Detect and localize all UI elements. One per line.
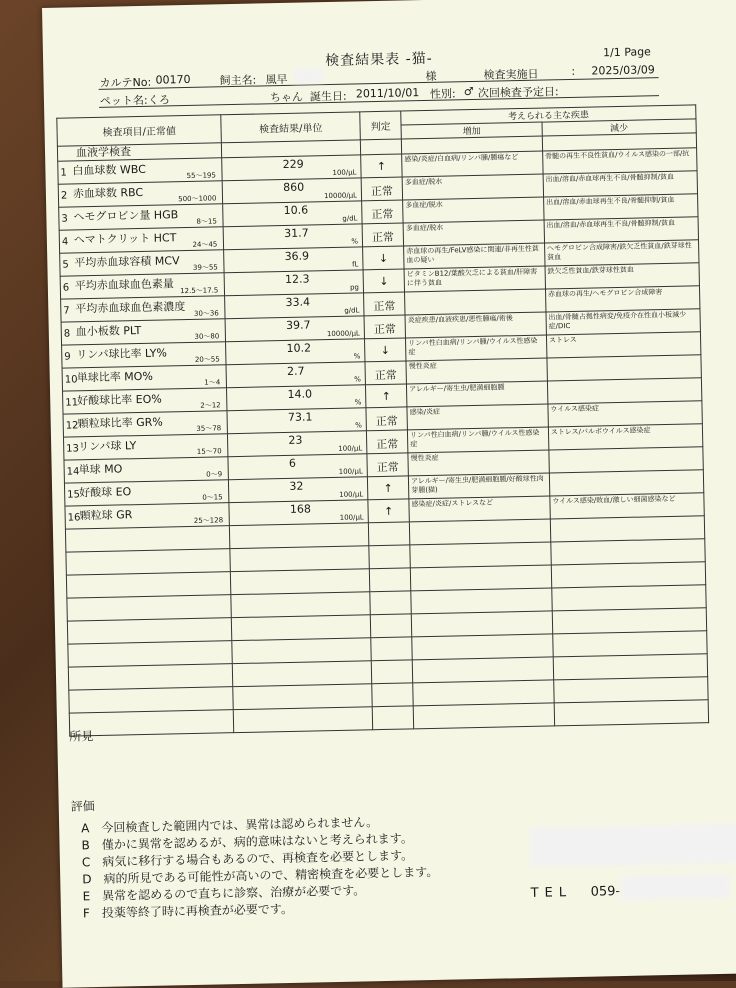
judge-cell — [361, 154, 403, 178]
result-unit: 100/μL — [338, 467, 363, 476]
increase-cell — [403, 197, 544, 223]
result-cell — [223, 201, 362, 227]
row-number: 14 — [66, 466, 80, 478]
karte-label: カルテNo: — [99, 75, 152, 90]
item-name: 平均赤血球容積 MCV — [74, 254, 180, 270]
birth-date: 2011/10/01 — [355, 86, 420, 101]
col-header-result: 検査結果/単位 — [221, 112, 360, 143]
col-header-item: 検査項目/正常値 — [57, 115, 222, 146]
result-value: 12.3 — [284, 272, 310, 286]
increase-cell — [409, 496, 550, 522]
result-unit: % — [353, 352, 361, 361]
result-value: 33.4 — [285, 295, 311, 309]
normal-range: 25～128 — [193, 516, 224, 525]
evaluation-label: 評価 — [70, 799, 95, 814]
evaluation-text: 投薬等終了時に再検査が必要です。 — [101, 901, 294, 920]
col-header-decrease: 減少 — [542, 119, 696, 136]
item-cell — [58, 181, 223, 207]
increase-cell — [403, 220, 544, 246]
decrease-diseases: 出血/骨髄占拠性病変/免疫介在性血小板減少症/DIC — [548, 310, 687, 331]
judge-cell — [365, 384, 407, 408]
decrease-cell — [548, 424, 703, 450]
exam-date-label: 検査実施日 — [483, 67, 539, 82]
exam-date: 2025/03/09 — [591, 63, 655, 78]
decrease-cell — [549, 447, 704, 473]
decrease-cell — [543, 194, 698, 220]
result-value: 31.7 — [283, 226, 309, 240]
row-number: 13 — [66, 443, 80, 455]
item-cell — [64, 480, 229, 506]
result-cell — [223, 178, 362, 204]
increase-cell — [405, 289, 546, 315]
judge-cell — [365, 338, 407, 362]
result-unit: fL — [352, 260, 359, 269]
item-name: 顆粒球比率 GR% — [77, 415, 163, 431]
judgement: 正常 — [373, 322, 397, 337]
increase-diseases: 感染/炎症 — [409, 407, 441, 417]
increase-cell — [404, 243, 545, 269]
increase-diseases: 慢性炎症 — [410, 453, 439, 463]
increase-cell — [407, 404, 548, 430]
item-cell — [59, 227, 224, 253]
judge-cell — [363, 246, 405, 270]
decrease-diseases: 鉄欠乏性貧血/鉄芽球性貧血 — [547, 265, 634, 276]
increase-diseases: 赤血球の再生/FeLV感染に関連/非再生性貧血の疑い — [406, 244, 539, 265]
decrease-cell — [549, 470, 704, 496]
increase-cell — [408, 450, 549, 476]
decrease-diseases: 骨髄の再生不良性貧血/ウイルス感染の一部/抗 — [544, 149, 690, 161]
increase-diseases: 炎症疾患/血液疾患/悪性腫瘍/術後 — [407, 314, 513, 325]
tel-label: TEL — [530, 885, 573, 901]
decrease-diseases: ヘモグロビン合成障害/鉄欠乏性貧血/鉄芽球性貧血 — [546, 241, 692, 262]
judgement: 正常 — [371, 230, 395, 245]
normal-range: 500～1000 — [178, 194, 217, 204]
item-name: 赤血球数 RBC — [72, 185, 144, 201]
increase-cell — [402, 151, 543, 177]
result-cell — [224, 270, 363, 296]
decrease-diseases: ストレス/パルボウイルス感染症 — [550, 426, 651, 437]
evaluation-text: 病気に移行する場合もあるので、再検査を必要とします。 — [102, 848, 414, 869]
row-number: 10 — [64, 374, 78, 386]
item-name: ヘモグロビン量 HGB — [73, 208, 179, 224]
decrease-diseases: 出血/溶血/赤血球再生不良/骨髄抑制/貧血 — [545, 195, 675, 207]
evaluation-item — [83, 900, 293, 921]
result-cell — [227, 385, 366, 411]
row-number: 9 — [64, 351, 71, 363]
decrease-cell — [543, 171, 698, 197]
normal-range: 30～80 — [194, 332, 220, 341]
normal-range: 8～15 — [196, 217, 217, 226]
owner-label: 飼主名: — [219, 73, 257, 88]
item-cell — [62, 365, 227, 391]
decrease-cell — [545, 286, 700, 312]
row-number: 6 — [62, 282, 70, 294]
increase-cell — [405, 312, 546, 338]
col-header-increase: 増加 — [401, 122, 542, 139]
judge-cell — [366, 407, 408, 431]
pet-suffix: ちゃん — [269, 90, 304, 105]
exam-date-sep: : — [571, 64, 576, 78]
normal-range: 1～4 — [204, 378, 221, 387]
increase-diseases: 多血症/脱水 — [404, 177, 443, 187]
evaluation-key: B — [81, 838, 90, 853]
evaluation-key: D — [82, 872, 92, 887]
evaluation-key: F — [82, 906, 91, 921]
item-cell — [65, 503, 230, 529]
result-unit: 100/μL — [338, 444, 363, 453]
item-cell — [60, 250, 225, 276]
item-name: 好酸球比率 EO% — [77, 392, 162, 408]
result-cell — [224, 247, 363, 273]
increase-cell — [406, 335, 547, 361]
result-unit: 100/μL — [339, 490, 364, 499]
sex-value: ♂ — [463, 84, 474, 99]
result-cell — [228, 431, 367, 457]
normal-range: 35～78 — [196, 424, 222, 433]
result-cell — [229, 500, 368, 526]
increase-cell — [402, 174, 543, 200]
judgement: ↑ — [383, 481, 393, 495]
increase-diseases: アレルギー/寄生虫/肥満細胞腫 — [409, 383, 505, 394]
lab-report-sheet — [42, 0, 736, 988]
judge-cell — [368, 499, 410, 523]
judgement: ↓ — [378, 251, 389, 266]
karte-number: 00170 — [155, 72, 191, 87]
row-number: 5 — [62, 259, 69, 271]
item-name: 平均赤血球血色素量 — [74, 277, 174, 293]
item-cell — [63, 388, 228, 414]
increase-diseases: リンパ性白血病/リンパ腫/ウイルス性感染症 — [408, 336, 538, 357]
result-unit: % — [354, 398, 362, 407]
item-cell — [63, 434, 228, 460]
item-name: リンパ球比率 LY% — [76, 346, 167, 362]
normal-range: 2～12 — [200, 401, 221, 410]
row-number: 11 — [65, 397, 79, 409]
result-cell — [226, 339, 365, 365]
normal-range: 24～45 — [192, 240, 218, 249]
result-unit: g/dL — [344, 306, 360, 315]
item-cell — [58, 158, 223, 184]
item-name: 好酸球 EO — [79, 485, 132, 500]
honorific: 様 — [425, 69, 437, 83]
judgement: 正常 — [376, 437, 399, 452]
increase-diseases: 感染症/炎症/ストレスなど — [411, 498, 494, 509]
increase-diseases: リンパ性白血病/リンパ腫/ウイルス性感染症 — [410, 428, 540, 449]
normal-range: 20～55 — [194, 355, 220, 364]
item-cell — [62, 342, 227, 368]
decrease-cell — [544, 240, 699, 266]
normal-range: 30～36 — [193, 309, 219, 318]
result-cell — [227, 408, 366, 434]
item-name: 白血球数 WBC — [72, 162, 146, 178]
result-value: 10.6 — [283, 203, 309, 217]
result-value: 229 — [282, 157, 304, 171]
result-cell — [226, 362, 365, 388]
row-number: 7 — [63, 305, 70, 317]
evaluation-text: 病的所見である可能性が高いので、精密検査を必要とします。 — [103, 864, 439, 886]
result-unit: % — [354, 375, 361, 384]
evaluation-key: A — [81, 821, 90, 836]
result-unit: % — [355, 421, 362, 430]
increase-diseases: ビタミンB12/葉酸欠乏による貧血/肝障害に伴う貧血 — [406, 267, 538, 288]
result-cell — [229, 477, 368, 503]
decrease-cell — [547, 378, 702, 404]
judge-cell — [364, 292, 406, 316]
normal-range: 0～9 — [206, 470, 223, 479]
evaluation-text: 今回検査した範囲内では、異常は認められません。 — [101, 815, 379, 835]
increase-diseases: アレルギー/寄生虫/肥満細胞腫/好酸球性肉芽腫(猫) — [411, 474, 544, 495]
judgement: 正常 — [371, 207, 394, 222]
result-value: 860 — [283, 180, 305, 194]
redaction — [529, 823, 736, 868]
result-unit: 10000/μL — [326, 329, 360, 339]
evaluation-text: 僅かに異常を認めるが、病的意味はないと考えられます。 — [101, 831, 413, 852]
tel-number: 059- — [590, 884, 621, 900]
item-name: 平均赤血球血色素濃度 — [75, 300, 186, 316]
normal-range: 55～195 — [186, 171, 216, 181]
row-number: 4 — [61, 236, 69, 248]
judgement: ↑ — [376, 159, 387, 174]
result-value: 73.1 — [287, 410, 313, 424]
judge-cell — [362, 223, 404, 247]
result-cell — [225, 293, 364, 319]
item-name: ヘマトクリット HCT — [73, 231, 177, 247]
page-number: 1/1 Page — [602, 45, 652, 60]
judge-cell — [362, 200, 404, 224]
evaluation-key: E — [82, 889, 91, 904]
redaction — [620, 874, 730, 900]
judge-cell — [363, 269, 405, 293]
decrease-diseases: ストレス — [548, 335, 577, 345]
item-cell — [64, 457, 229, 483]
increase-cell — [407, 381, 548, 407]
decrease-diseases: ウイルス感染/敗血/激しい細菌感染など — [552, 494, 676, 506]
increase-diseases: 慢性炎症 — [408, 361, 437, 371]
judgement: 正常 — [376, 460, 399, 475]
judgement: ↑ — [381, 389, 392, 403]
decrease-cell — [550, 493, 705, 519]
item-cell — [60, 273, 225, 299]
result-unit: pg — [349, 283, 360, 292]
result-value: 6 — [288, 456, 297, 470]
result-unit: 10000/μL — [323, 191, 358, 201]
decrease-cell — [546, 332, 701, 358]
result-unit: 100/μL — [332, 168, 357, 177]
item-cell — [61, 319, 226, 345]
result-unit: % — [351, 237, 359, 246]
judge-cell — [365, 361, 407, 385]
row-number: 16 — [67, 512, 81, 524]
decrease-cell — [542, 148, 697, 174]
owner-name: 風早 — [265, 72, 288, 87]
result-cell — [225, 316, 364, 342]
decrease-diseases: 出血/溶血/赤血球再生不良/骨髄抑制/貧血 — [546, 218, 676, 230]
judgement: ↓ — [379, 274, 389, 288]
increase-diseases: 多血症/脱水 — [405, 223, 444, 233]
row-number: 15 — [67, 489, 81, 501]
pet-label: ペット名: — [99, 93, 148, 108]
result-value: 32 — [289, 479, 304, 493]
result-cell — [228, 454, 367, 480]
normal-range: 39～55 — [192, 263, 218, 272]
judge-cell — [367, 453, 409, 477]
judgement: 正常 — [370, 184, 394, 199]
row-number: 2 — [60, 190, 68, 202]
judgement: 正常 — [374, 368, 397, 383]
increase-cell — [406, 358, 547, 384]
item-name: 単球 MO — [78, 462, 123, 477]
judgement: ↓ — [380, 343, 391, 357]
result-unit: g/dL — [342, 214, 358, 223]
decrease-diseases: 赤血球の再生/ヘモグロビン合成障害 — [547, 288, 663, 299]
decrease-diseases: 出血/溶血/赤血球再生不良/骨髄抑制/貧血 — [545, 172, 675, 184]
next-exam-label: 次回検査予定日: — [477, 85, 559, 100]
normal-range: 15～70 — [196, 447, 222, 456]
judge-cell — [366, 430, 408, 454]
evaluation-text: 異常を認めるので直ちに診察、治療が必要です。 — [102, 883, 366, 903]
result-value: 168 — [289, 502, 312, 516]
evaluation-key: C — [81, 855, 91, 870]
judge-cell — [364, 315, 406, 339]
result-cell — [223, 224, 362, 250]
decrease-cell — [548, 401, 703, 427]
report-title: 検査結果表 -猫- — [325, 50, 433, 70]
item-name: リンパ球 LY — [78, 439, 137, 454]
decrease-cell — [544, 217, 699, 243]
item-cell — [61, 296, 226, 322]
decrease-cell — [547, 355, 702, 381]
result-value: 10.2 — [286, 341, 312, 355]
col-header-judge: 判定 — [360, 111, 402, 140]
result-value: 39.7 — [285, 318, 311, 332]
judgement: ↑ — [383, 504, 394, 518]
item-name: 顆粒球 GR — [79, 508, 133, 523]
results-table — [56, 104, 709, 736]
sex-label: 性別: — [429, 87, 456, 101]
result-value: 36.9 — [284, 249, 310, 263]
result-unit: 100/μL — [339, 513, 364, 522]
row-number: 3 — [61, 213, 68, 225]
row-number: 8 — [63, 328, 71, 340]
increase-cell — [404, 266, 545, 292]
result-value: 14.0 — [287, 387, 313, 401]
row-number: 12 — [65, 420, 79, 432]
item-name: 血小板数 PLT — [75, 323, 142, 339]
findings-label: 所見 — [69, 729, 94, 744]
increase-diseases: 多血症/脱水 — [405, 200, 443, 210]
decrease-cell — [546, 309, 701, 335]
judgement: 正常 — [375, 414, 398, 429]
item-cell — [59, 204, 224, 230]
result-cell — [222, 155, 361, 181]
birth-label: 誕生日: — [309, 89, 347, 104]
item-name: 単球比率 MO% — [76, 369, 153, 385]
section-title: 血液学検査 — [75, 145, 132, 160]
result-value: 23 — [288, 433, 303, 447]
judge-cell — [361, 177, 403, 201]
pet-name: くろ — [147, 93, 171, 107]
normal-range: 0～15 — [202, 493, 223, 502]
row-number: 1 — [60, 167, 67, 179]
increase-diseases: 感染/炎症/白血病/リンパ腫/腫瘍など — [404, 153, 519, 164]
redaction — [293, 68, 323, 83]
blank-cell — [360, 139, 401, 155]
increase-cell — [408, 473, 549, 499]
decrease-cell — [545, 263, 700, 289]
increase-cell — [408, 427, 549, 453]
judge-cell — [367, 476, 409, 500]
col-header-disease: 考えられる主な疾患 — [401, 105, 696, 125]
result-value: 2.7 — [286, 364, 305, 378]
judgement: 正常 — [373, 299, 396, 314]
decrease-diseases: ウイルス感染症 — [550, 404, 600, 414]
item-cell — [63, 411, 228, 437]
normal-range: 12.5～17.5 — [180, 286, 219, 296]
